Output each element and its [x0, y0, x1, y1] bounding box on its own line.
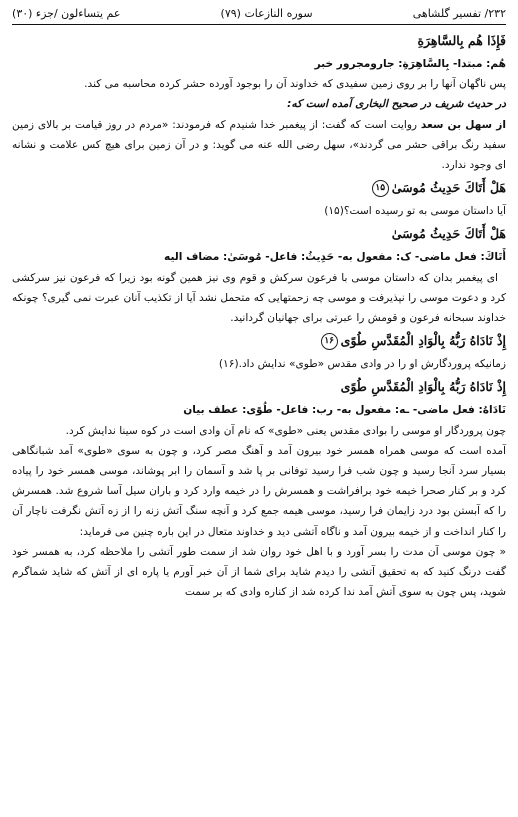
translation-15: آیا داستان موسی به تو رسیده است؟(۱۵)	[324, 205, 506, 218]
verse-15	[12, 176, 506, 200]
header-book-title: ۲۳۲/ تفسیر گلشاهی	[412, 7, 506, 20]
hadith-text: روایت است که گفت: از پیغمبر خدا شنیدم که فرمودند: «مردم در روز قیامت بر بالای زمین سفید رنگ براقی حشر می گردند»، سهل رضی الله عنه می گوید: و در آن زمین برای هیچ کس علامت و نشانه ای وجود ندارد.	[12, 118, 506, 172]
verse-16-repeat: إِذْ نَادَاهُ رَبُّهُ بِالْوَادِ الْمُقَدَّسِ طُوًى	[340, 379, 506, 395]
verse-15-text: هَلْ أَتَاكَ حَدِيثُ مُوسَىٰ	[391, 180, 506, 196]
header-surah-name: سوره النازعات (۷۹)	[220, 7, 313, 20]
translation-14: پس ناگهان آنها را بر روی زمین سفیدی که خداوند آن را بوجود آورده حشر کرده محاسبه می کند.	[84, 78, 506, 91]
explanation-16-c: « چون موسی آن مدت را بسر آورد و با اهل خود روان شد از سمت طور آتشی را ملاحظه کرد، به همسر خود گفت درنگ کنید که به تحقیق آتشی را دیدم شاید برای شما از آن خبر آورم یا پاره ای از آتش که شاید شماگرم شوید، پس چون به سوی آتش آمد ندا کرده شد از کناره وادی که بر سمت	[12, 545, 506, 599]
page-header	[12, 6, 506, 25]
hadith-source: از سهل بن سعد	[420, 118, 506, 131]
verse-16	[12, 329, 506, 353]
header-juz: عم یتساءلون /جزء (۳۰)	[12, 7, 121, 20]
grammar-15: أَتَاكَ: فعل ماضی- ک: مفعول به- حَدِيثُ: فاعل- مُوسَىٰ: مضاف الیه	[164, 251, 506, 264]
verse-16-text: إِذْ نَادَاهُ رَبُّهُ بِالْوَادِ الْمُقَدَّسِ طُوًى	[340, 333, 506, 349]
verse-number-16: ۱۶	[321, 333, 338, 350]
explanation-16-b: آمده است که موسی همراه همسر خود بیرون آمد و آهنگ مصر کرد، و چون به سوی «طوی» آمد شبانگاهی بسیار سرد آنجا رسید و چون شب فرا رسید توفانی بر پا شد و آسمان را ابر پوشاند، موسی همسر خود را پیاده کرد و بر کنار صحرا خیمه خود برافراشت و همسرش را در خیمه وارد کرد و باران سیل آسا شروع شد. همسرش را که آبستن بود درد زایمان فرا رسید، موسی هیمه جمع کرد و آنچه سنگ آتش زنه را از زه آتش نگرفت ناچار آن را کنار انداخت و از خیمه بیرون آمد و ناگاه آتشی دید و خداوند متعال در این باره چنین می فرماید:	[12, 444, 506, 538]
verse-15-repeat: هَلْ أَتَاكَ حَدِيثُ مُوسَىٰ	[391, 226, 506, 242]
explanation-15: ای پیغمبر بدان که داستان موسی با فرعون سرکش و قوم وی نیز همین گونه بود زیرا که فرعون نیز سرکشی کرد و دعوت موسی را نپذیرفت و موسی چه زحمتهایی که متحمل نشد آیا از تکذیب آنان عبرت نمی گیری؟ چونکه خداوند سبحانه فرعون و قومش را عبرتی برای جهانیان گردانید.	[12, 271, 506, 325]
hadith-paragraph	[12, 115, 506, 176]
hadith-heading: در حدیث شریف در صحیح البخاری آمده است که:	[287, 98, 506, 111]
verse-14: فَإِذَا هُم بِالسَّاهِرَةِ	[417, 33, 506, 48]
grammar-16: نَادَاهُ: فعل ماضی- ـه: مفعول به- رب: فاعل- طُوًى: عطف بیان	[183, 404, 506, 417]
grammar-14: هُم: مبتدا- بِالسَّاهِرَةِ: جارومجرور خبر	[314, 58, 506, 70]
translation-16: زمانیکه پروردگارش او را در وادی مقدس «طوی» ندایش داد.(۱۶)	[218, 358, 506, 371]
explanation-16-a: چون پروردگار او موسی را بوادی مقدس یعنی «طوی» که نام آن وادی است در کوه سینا ندایش کرد.	[65, 424, 506, 437]
verse-number-15: ۱۵	[372, 180, 389, 197]
